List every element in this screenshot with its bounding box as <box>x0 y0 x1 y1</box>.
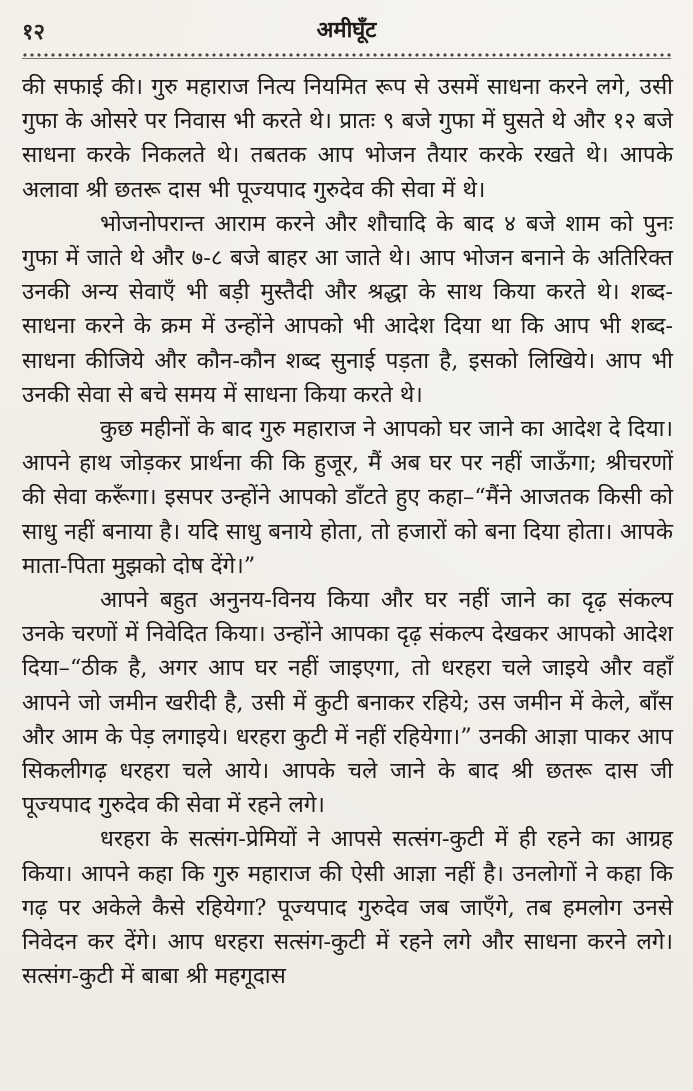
page-number: १२ <box>22 19 45 45</box>
paragraph-4: आपने बहुत अनुनय-विनय किया और घर नहीं जाने का दृढ़ संकल्प उनके चरणों में निवेदित किया। उन्होंने आपका दृढ़ संकल्प देखकर आपको आदेश दिया–“ठीक है, अगर आप घर नहीं जाइएगा, तो धरहरा चले जाइये और वहाँ आपने जो जमीन खरीदी है, उसी में कुटी बनाकर रहिये; उस जमीन में केले, बाँस और आम के पेड़ लगाइये। धरहरा कुटी में नहीं रहियेगा।” उनकी आज्ञा पाकर आप सिकलीगढ़ धरहरा चले आये। आपके चले जाने के बाद श्री छतरू दास जी पूज्यपाद गुरुदेव की सेवा में रहने लगे। <box>22 587 673 819</box>
body-text <box>22 70 673 993</box>
decorative-header-rule <box>22 52 671 59</box>
paragraph-5: धरहरा के सत्संग-प्रेमियों ने आपसे सत्संग-कुटी में ही रहने का आग्रह किया। आपने कहा कि गुरु महाराज की ऐसी आज्ञा नहीं है। उनलोगों ने कहा कि गढ़ पर अकेले कैसे रहियेगा? पूज्यपाद गुरुदेव जब जाएँगे, तब हमलोग उनसे निवेदन कर देंगे। आप धरहरा सत्संग-कुटी में रहने लगे और साधना करने लगे। सत्संग-कुटी में बाबा श्री महगूदास <box>22 826 673 990</box>
running-title: अमीघूँट <box>316 17 377 43</box>
paragraph-2: भोजनोपरान्त आराम करने और शौचादि के बाद ४ बजे शाम को पुनः गुफा में जाते थे और ७-८ बजे बाहर आ जाते थे। आप भोजन बनाने के अतिरिक्त उनकी अन्य सेवाएँ भी बड़ी मुस्तैदी और श्रद्धा के साथ किया करते थे। शब्द-साधना करने के क्रम में उन्होंने आपको भी आदेश दिया था कि आप भी शब्द-साधना कीजिये और कौन-कौन शब्द सुनाई पड़ता है, इसको लिखिये। आप भी उनकी सेवा से बचे समय में साधना किया करते थे। <box>22 210 673 408</box>
paragraph-3: कुछ महीनों के बाद गुरु महाराज ने आपको घर जाने का आदेश दे दिया। आपने हाथ जोड़कर प्रार्थना की कि हुजूर, मैं अब घर पर नहीं जाऊँगा; श्रीचरणों की सेवा करूँगा। इसपर उन्होंने आपको डाँटते हुए कहा–“मैंने आजतक किसी को साधु नहीं बनाया है। यदि साधु बनाये होता, तो हजारों को बना दिया होता। आपके माता-पिता मुझको दोष देंगे।” <box>22 416 673 579</box>
paragraph-1: की सफाई की। गुरु महाराज नित्य नियमित रूप से उसमें साधना करने लगे, उसी गुफा के ओसरे पर निवास भी करते थे। प्रातः ९ बजे गुफा में घुसते थे और १२ बजे साधना करके निकलते थे। तबतक आप भोजन तैयार करके रखते थे। आपके अलावा श्री छतरू दास भी पूज्यपाद गुरुदेव की सेवा में थे। <box>22 74 673 203</box>
page-header <box>22 12 671 52</box>
